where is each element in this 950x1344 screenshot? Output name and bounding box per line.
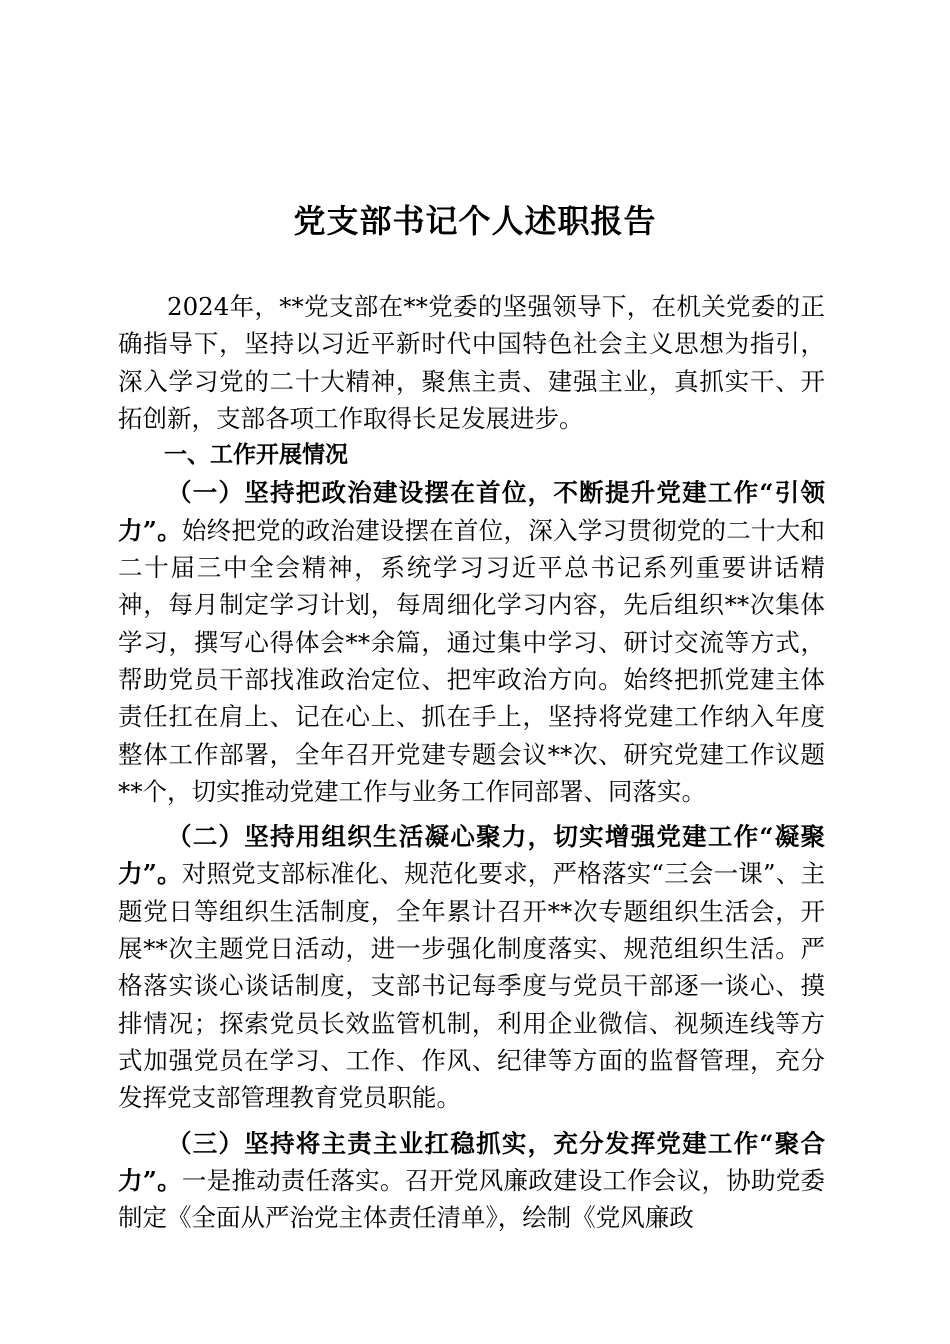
item-paragraph-1 [118, 474, 825, 810]
item-paragraph-2 [118, 818, 825, 1116]
document-body [118, 288, 825, 1236]
item-lead-3: （三）坚持将主责主业扛稳抓实，充分发挥党建工作“聚合力”。 [118, 1128, 825, 1195]
item-lead-1: （一）坚持把政治建设摆在首位，不断提升党建工作“引领力”。 [118, 478, 825, 545]
item-text-1: 始终把党的政治建设摆在首位，深入学习贯彻党的二十大和二十届三中全会精神，系统学习习近平总书记系列重要讲话精神，每月制定学习计划，每周细化学习内容，先后组织**次集体学习，撰写心得体会**余篇，通过集中学习、研讨交流等方式，帮助党员干部找准政治定位、把牢政治方向。始终把抓党建主体责任扛在肩上、记在心上、抓在手上，坚持将党建工作纳入年度整体工作部署，全年召开党建专题会议**次、研究党建工作议题**个，切实推动党建工作与业务工作同部署、同落实。 [118, 515, 826, 806]
item-paragraph-3 [118, 1125, 825, 1237]
item-text-2: 对照党支部标准化、规范化要求，严格落实“三会一课”、主题党日等组织生活制度，全年累计召开**次专题组织生活会，开展**次主题党日活动，进一步强化制度落实、规范组织生活。严格落实谈心谈话制度，支部书记每季度与党员干部逐一谈心、摸排情况；探索党员长效监管机制，利用企业微信、视频连线等方式加强党员在学习、工作、作风、纪律等方面的监督管理，充分发挥党支部管理教育党员职能。 [118, 859, 825, 1113]
item-text-3: 一是推动责任落实。召开党风廉政建设工作会议，协助党委制定《全面从严治党主体责任清单》，绘制《党风廉政 [118, 1165, 826, 1233]
item-lead-2: （二）坚持用组织生活凝心聚力，切实增强党建工作“凝聚力”。 [118, 822, 825, 889]
document-title: 党支部书记个人述职报告 [293, 202, 657, 240]
intro-paragraph: 2024年，**党支部在**党委的坚强领导下，在机关党委的正确指导下，坚持以习近平新时代中国特色社会主义思想为指引，深入学习党的二十大精神，聚焦主责、建强主业，真抓实干、开拓创新，支部各项工作取得长足发展进步。 [118, 292, 825, 433]
section-heading: 一、工作开展情况 [164, 442, 348, 469]
